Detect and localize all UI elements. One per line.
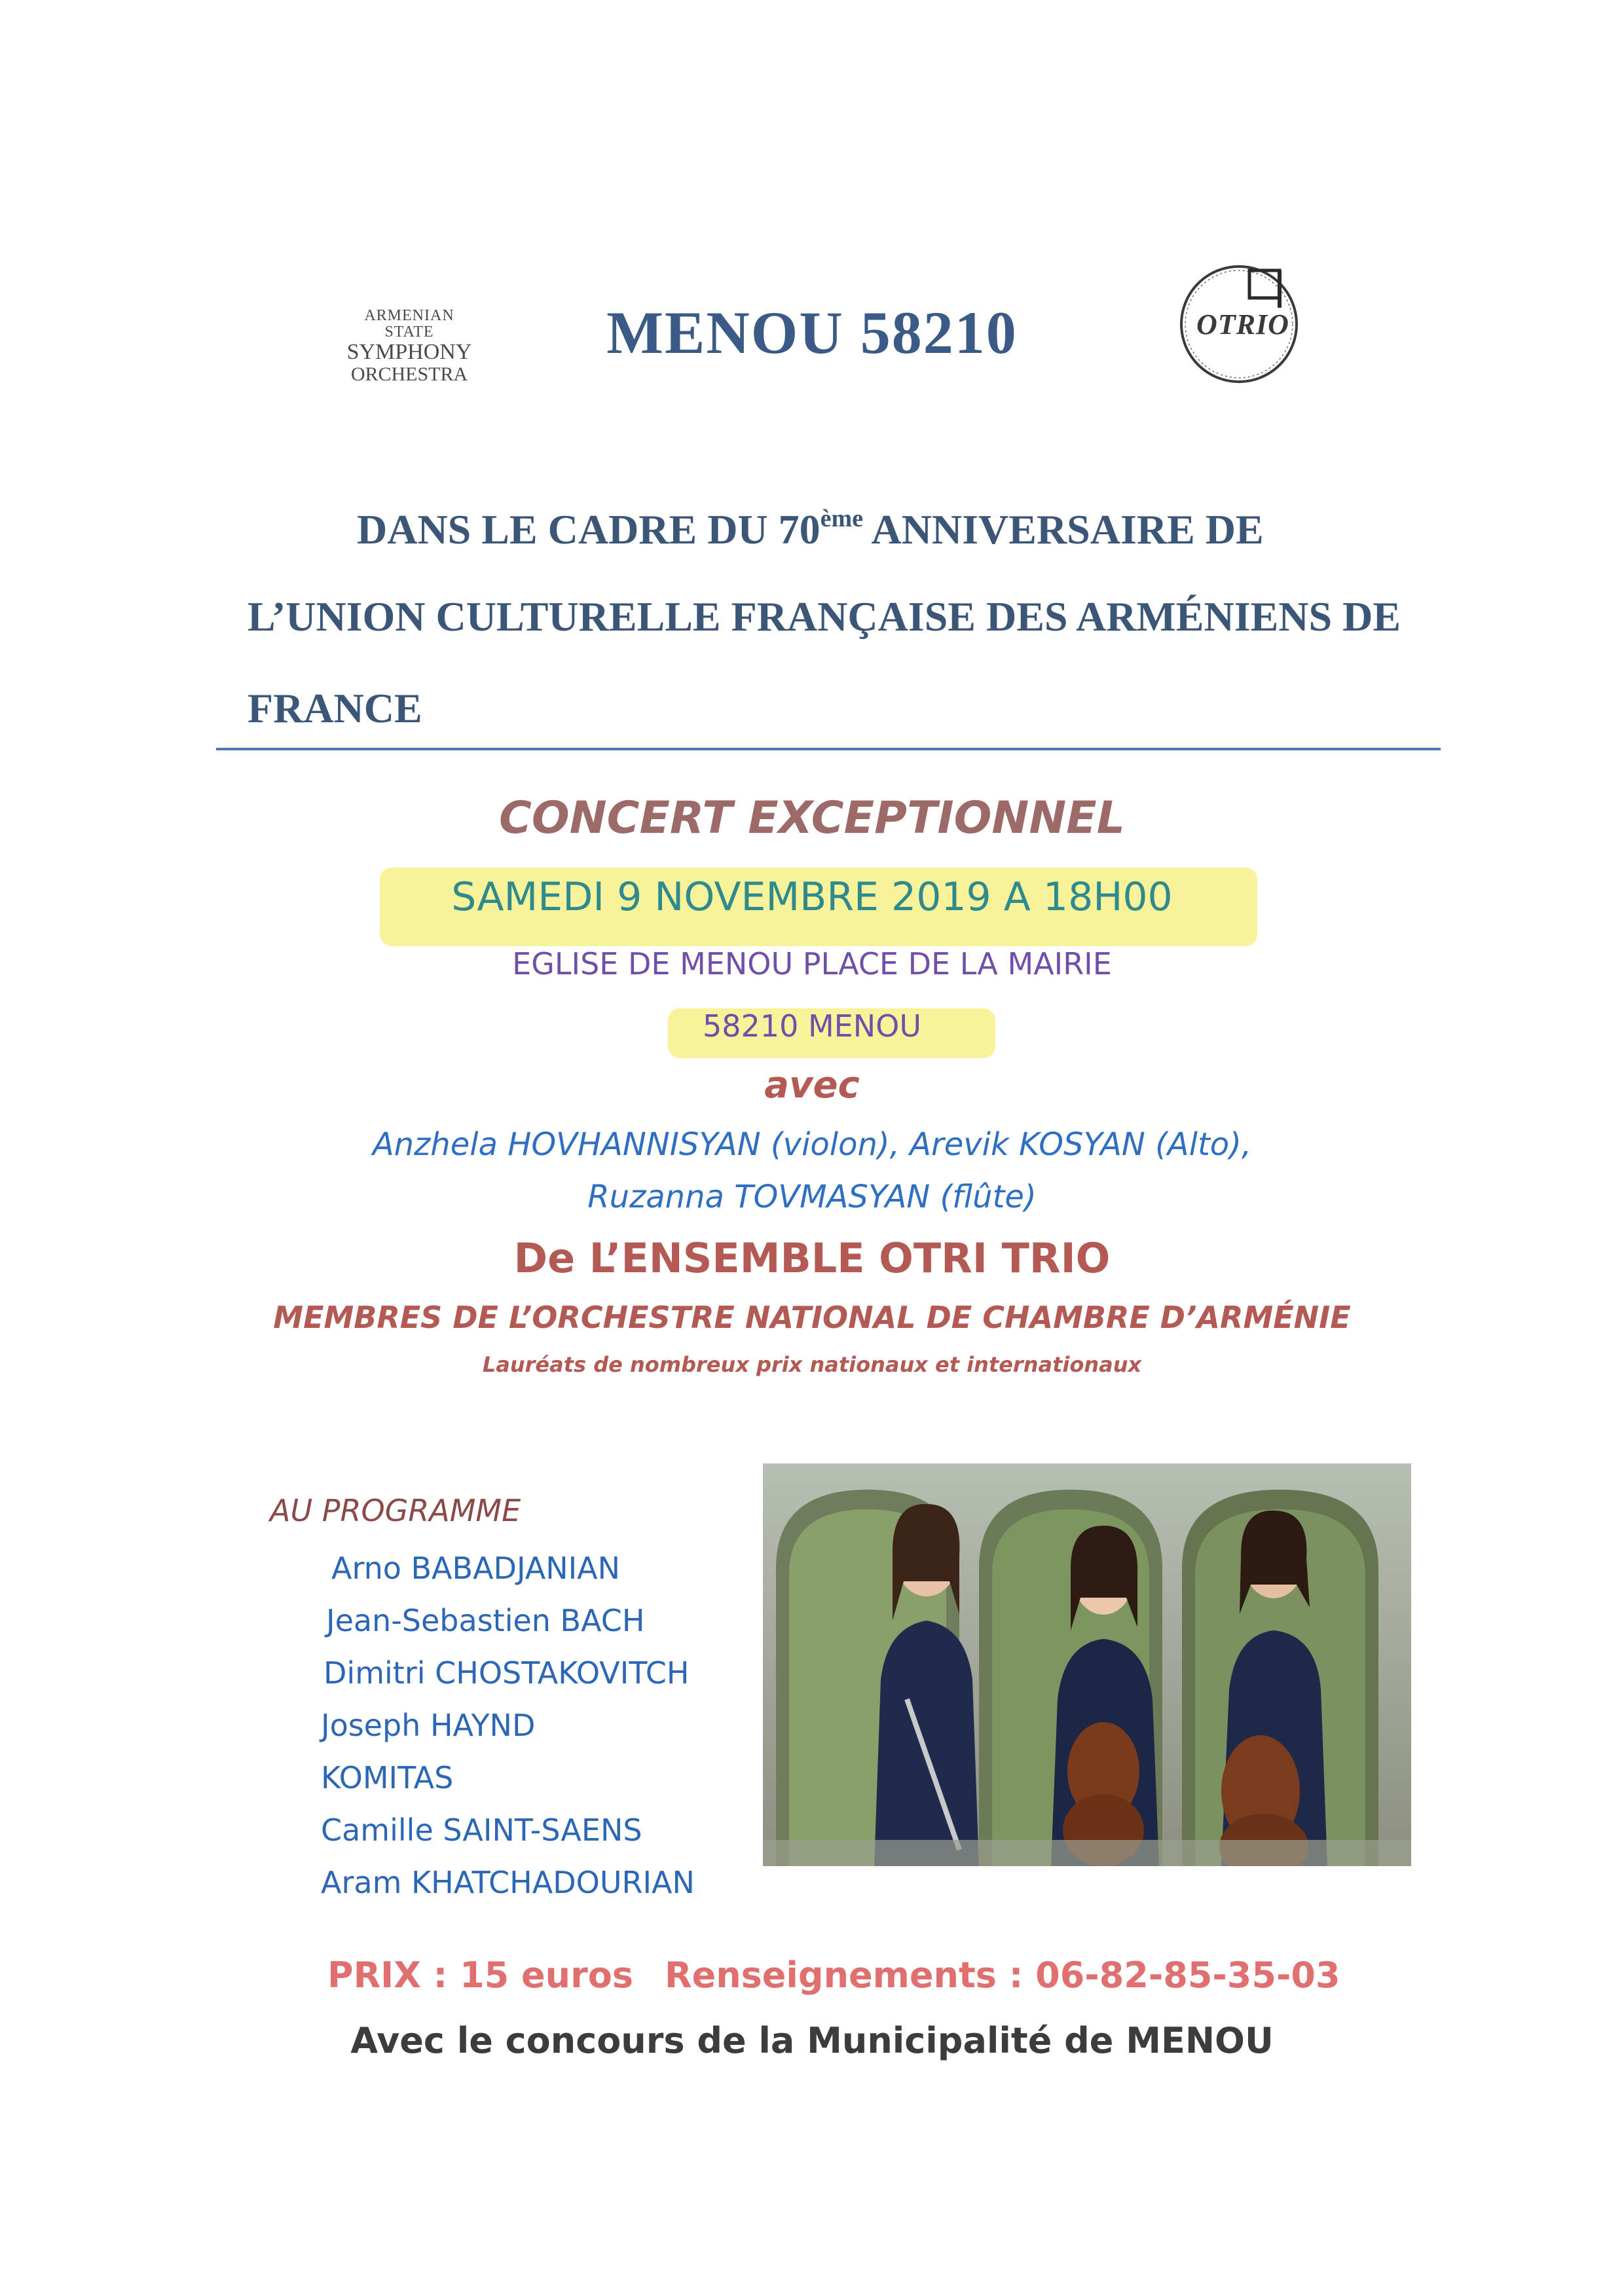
- anniversary-line-1-end: ANNIVERSAIRE DE: [863, 506, 1264, 553]
- ensemble-name: De L’ENSEMBLE OTRI TRIO: [513, 1234, 1111, 1282]
- sponsor-line: Avec le concours de la Municipalité de MENOU: [350, 2020, 1274, 2061]
- composer-item: Aram KHATCHADOURIAN: [321, 1865, 695, 1900]
- anniversary-line-1: [357, 504, 1264, 554]
- aso-logo-line3: ORCHESTRA: [350, 363, 468, 386]
- aso-logo-line1: ARMENIAN STATE: [364, 307, 454, 341]
- anniversary-line-3: FRANCE: [248, 685, 422, 731]
- musicians-line-2: Ruzanna TOVMASYAN (flûte): [587, 1179, 1037, 1215]
- anniversary-line-2: L’UNION CULTURELLE FRANÇAISE DES ARMÉNIENS DE: [248, 593, 1401, 640]
- laureats-line: Lauréats de nombreux prix nationaux et internationaux: [482, 1352, 1142, 1377]
- concert-date: SAMEDI 9 NOVEMBRE 2019 A 18H00: [451, 874, 1173, 920]
- otrio-logo-text: OTRIO: [1196, 308, 1289, 340]
- composer-item: Dimitri CHOSTAKOVITCH: [323, 1655, 690, 1691]
- trio-photo: [763, 1463, 1411, 1866]
- page-title: MENOU 58210: [606, 299, 1018, 366]
- anniversary-superscript: ème: [820, 505, 864, 532]
- concert-title: CONCERT EXCEPTIONNEL: [498, 792, 1126, 844]
- members-line: MEMBRES DE L’ORCHESTRE NATIONAL DE CHAMBRE D’ARMÉNIE: [273, 1300, 1351, 1335]
- section-divider: [216, 748, 1441, 750]
- aso-logo-line2: SYMPHONY: [346, 340, 472, 365]
- composer-item: Jean-Sebastien BACH: [326, 1603, 645, 1638]
- composer-item: KOMITAS: [321, 1760, 454, 1795]
- concert-zip: 58210 MENOU: [703, 1008, 921, 1044]
- program-heading: AU PROGRAMME: [270, 1493, 521, 1528]
- avec-label: avec: [764, 1064, 860, 1107]
- composer-item: Joseph HAYND: [321, 1708, 536, 1743]
- composer-item: Arno BABADJANIAN: [331, 1551, 621, 1586]
- concert-venue: EGLISE DE MENOU PLACE DE LA MAIRIE: [512, 946, 1112, 982]
- price-label: PRIX : 15 euros: [327, 1955, 633, 1996]
- musicians-line-1: Anzhela HOVHANNISYAN (violon), Arevik KOSYAN (Alto),: [372, 1126, 1252, 1163]
- program-list: [321, 1542, 695, 1909]
- info-phone: Renseignements : 06-82-85-35-03: [665, 1955, 1340, 1996]
- composer-item: Camille SAINT-SAENS: [321, 1812, 642, 1848]
- anniversary-line-1-start: DANS LE CADRE DU 70: [357, 506, 821, 553]
